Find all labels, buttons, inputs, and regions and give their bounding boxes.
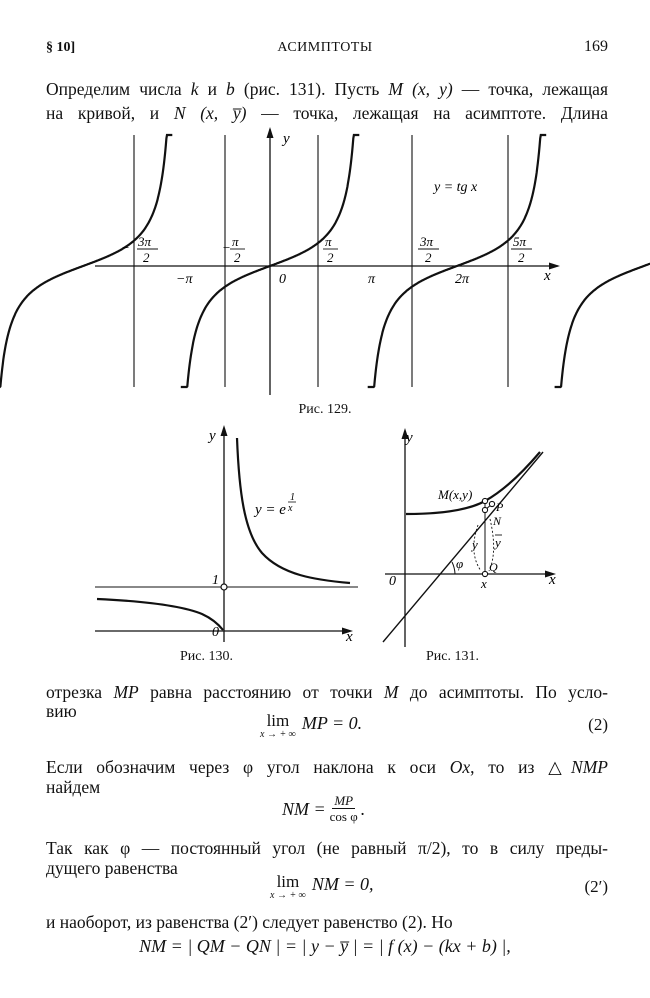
equation-nm-expansion: NM = | QM − QN | = | y − y̅ | = | f (x) − (kx + b) |, <box>139 936 511 956</box>
fig129-label-neg-3pi-2 <box>121 234 158 265</box>
fig130-left-branch <box>97 599 223 630</box>
fig131-curve <box>406 452 540 514</box>
fig129-tangent-curves <box>0 135 650 387</box>
fig130-right-branch <box>237 438 350 583</box>
svg-text:0: 0 <box>389 574 396 589</box>
svg-text:5π: 5π <box>513 234 527 249</box>
svg-text:1: 1 <box>212 573 219 588</box>
svg-text:y: y <box>209 428 216 444</box>
fig131-asymptote-line <box>383 452 543 642</box>
paragraph-1-line-1: Определим числа k и b (рис. 131). Пусть M (x, y) — точка, лежащая <box>46 79 608 99</box>
fig129-label-3pi-2 <box>418 234 439 265</box>
page-number: 169 <box>584 38 608 55</box>
svg-text:x: x <box>346 629 353 645</box>
paragraph-4-line-1: Так как φ — постоянный угол (не равный π/2), то в силу преды- <box>46 838 608 858</box>
svg-text:x: x <box>481 576 487 591</box>
svg-text:1: 1 <box>290 492 295 503</box>
fig129-y-arrow <box>267 127 274 138</box>
svg-text:2: 2 <box>143 250 150 265</box>
paragraph-2-line-1: отрезка MP равна расстоянию от точки M до асимптоты. По усло- <box>46 682 608 702</box>
svg-text:φ: φ <box>456 556 464 571</box>
fig129-y-label: y <box>283 131 290 147</box>
figure-129-caption: Рис. 129. <box>298 402 352 417</box>
svg-text:2: 2 <box>234 250 241 265</box>
equation-2-number: (2) <box>588 715 608 734</box>
svg-text:π: π <box>368 272 376 287</box>
svg-text:y: y <box>472 537 478 552</box>
fig129-tan-branch <box>555 135 650 387</box>
fig129-asymptotes <box>134 135 508 387</box>
svg-text:2: 2 <box>425 250 432 265</box>
equation-2-prime-number: (2′) <box>584 877 608 896</box>
figure-129-tangent-graph <box>0 125 650 425</box>
svg-text:−π: −π <box>176 272 193 287</box>
section-marker: § 10] <box>46 40 76 55</box>
svg-text:3π: 3π <box>138 234 152 249</box>
fig130-curve-label: y = e <box>255 502 286 518</box>
svg-text:y: y <box>495 535 501 550</box>
paragraph-5-line-1: и наоборот, из равенства (2′) следует равенство (2). Но <box>46 912 453 932</box>
svg-text:−: − <box>222 240 231 255</box>
figure-131-caption: Рис. 131. <box>426 649 479 664</box>
svg-text:x: x <box>288 503 293 514</box>
fig129-origin-label: 0 <box>279 272 286 287</box>
equation-nm: NM = $\frac{MP}{\text{cos φ}}$ . <box>282 793 366 824</box>
svg-text:3π: 3π <box>420 234 434 249</box>
fig131-angle-arc <box>452 562 455 574</box>
svg-text:Q: Q <box>489 560 498 574</box>
paragraph-4-line-2: дущего равенства <box>46 858 178 878</box>
fig129-curve-label: y = tg x <box>434 180 478 195</box>
svg-text:2: 2 <box>327 250 334 265</box>
svg-text:0: 0 <box>212 625 219 640</box>
svg-text:π: π <box>325 234 332 249</box>
running-title: АСИМПТОТЫ <box>277 40 373 55</box>
fig129-label-5pi-2 <box>511 234 532 265</box>
equation-2-prime: lim x → + ∞ NM = 0, <box>270 872 374 901</box>
svg-text:2: 2 <box>518 250 525 265</box>
svg-text:y: y <box>406 430 413 446</box>
svg-text:x: x <box>549 572 556 588</box>
figure-130-exponential-graph <box>80 420 370 652</box>
paragraph-3-line-1: Если обозначим через φ угол наклона к оси Ox, то из △NMP <box>46 757 608 777</box>
svg-text:M(x,y): M(x,y) <box>438 487 473 502</box>
paragraph-2-line-2: вию <box>46 701 77 721</box>
fig129-x-label: x <box>544 268 551 284</box>
svg-text:−: − <box>121 240 130 255</box>
fig129-label-pi-2 <box>323 234 338 265</box>
svg-text:π: π <box>232 234 239 249</box>
paragraph-3-line-2: найдем <box>46 777 101 797</box>
paragraph-1-line-2: на кривой, и N (x, y̅) — точка, лежащая на асимптоте. Длина <box>46 103 608 123</box>
equation-2: lim x → + ∞ MP = 0. <box>260 711 363 740</box>
figure-130-caption: Рис. 130. <box>180 649 233 664</box>
svg-text:2π: 2π <box>455 272 470 287</box>
figure-131-asymptote-graph <box>375 422 565 652</box>
svg-text:P: P <box>496 500 504 514</box>
svg-text:N: N <box>493 514 502 528</box>
